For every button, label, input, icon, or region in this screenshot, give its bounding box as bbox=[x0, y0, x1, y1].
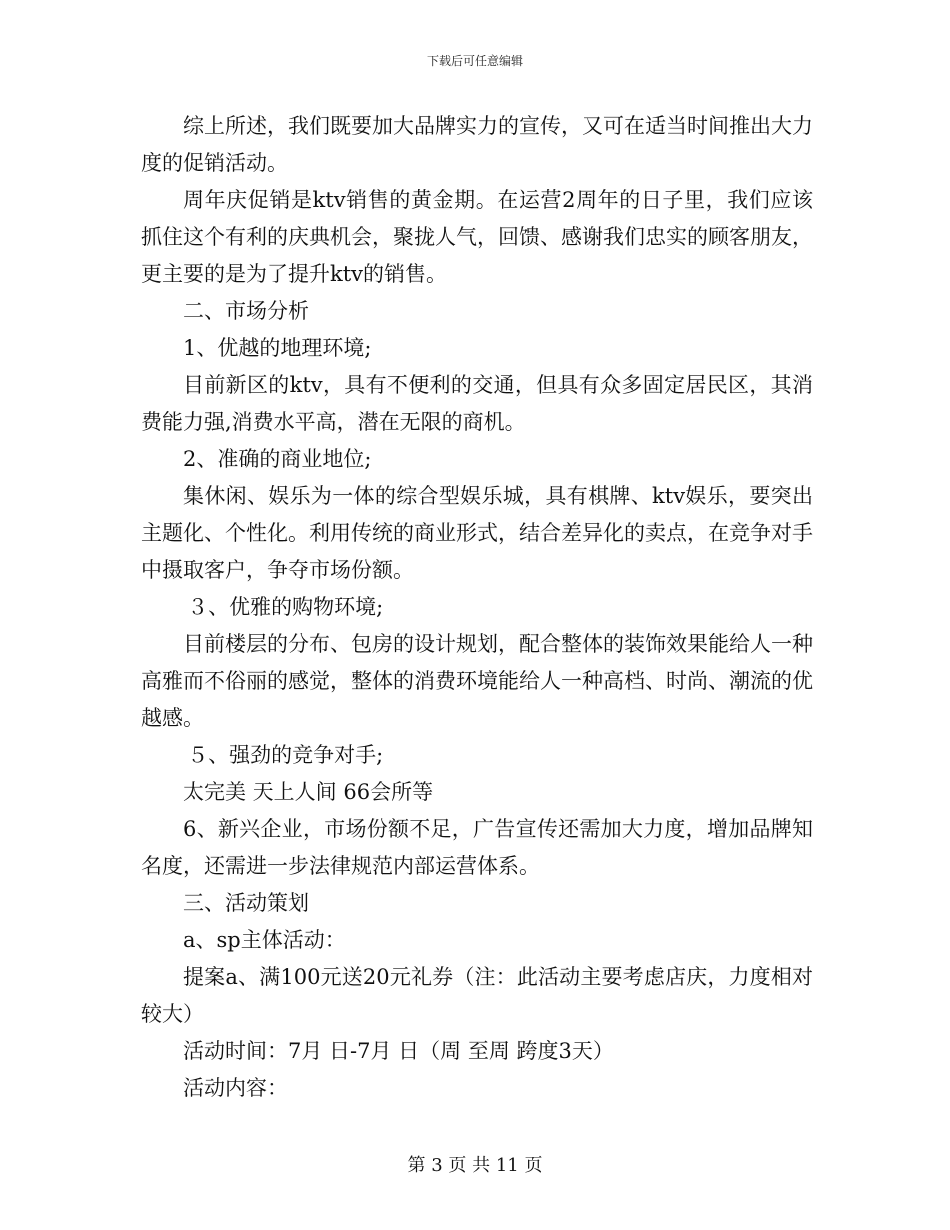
section-heading-activity-planning: 三、活动策划 bbox=[183, 891, 309, 915]
subheading-sp-activity: a、sp主体活动： bbox=[183, 928, 346, 952]
paragraph-summary: 综上所述，我们既要加大品牌实力的宣传，又可在适当时间推出大力度的促销活动。 bbox=[141, 114, 813, 175]
paragraph-environment: 目前楼层的分布、包房的设计规划，配合整体的装饰效果能给人一种高雅而不俗丽的感觉，整体的消费环境能给人一种高档、时尚、潮流的优越感。 bbox=[141, 632, 813, 730]
paragraph-proposal-a: 提案a、满100元送20元礼券（注：此活动主要考虑店庆，力度相对较大） bbox=[141, 965, 813, 1026]
document-body bbox=[141, 108, 813, 1107]
subheading-competitors: ５、强劲的竞争对手; bbox=[187, 743, 384, 767]
paragraph-anniversary: 周年庆促销是ktv销售的黄金期。在运营2周年的日子里，我们应该抓住这个有利的庆典机会，聚拢人气，回馈、感谢我们忠实的顾客朋友，更主要的是为了提升ktv的销售。 bbox=[141, 188, 813, 286]
subheading-location: 1、优越的地理环境; bbox=[183, 336, 372, 360]
paragraph-activity-content: 活动内容： bbox=[183, 1076, 288, 1100]
paragraph-location: 目前新区的ktv，具有不便利的交通，但具有众多固定居民区，其消费能力强,消费水平高，潜在无限的商机。 bbox=[141, 373, 813, 434]
paragraph-new-enterprise: 6、新兴企业，市场份额不足，广告宣传还需加大力度，增加品牌知名度，还需进一步法律规范内部运营体系。 bbox=[141, 817, 813, 878]
page-header: 下载后可任意编辑 bbox=[426, 54, 523, 68]
subheading-environment: ３、优雅的购物环境; bbox=[187, 595, 384, 619]
paragraph-activity-time: 活动时间：7月 日-7月 日（周 至周 跨度3天） bbox=[183, 1039, 614, 1063]
paragraph-positioning: 集休闲、娱乐为一体的综合型娱乐城，具有棋牌、ktv娱乐，要突出主题化、个性化。利用传统的商业形式，结合差异化的卖点，在竞争对手中摄取客户，争夺市场份额。 bbox=[141, 484, 813, 582]
subheading-positioning: 2、准确的商业地位; bbox=[183, 447, 372, 471]
section-heading-market-analysis: 二、市场分析 bbox=[183, 299, 309, 323]
page-footer: 第 3 页 共 11 页 bbox=[407, 1155, 543, 1176]
paragraph-competitors: 太完美 天上人间 66会所等 bbox=[183, 780, 434, 804]
